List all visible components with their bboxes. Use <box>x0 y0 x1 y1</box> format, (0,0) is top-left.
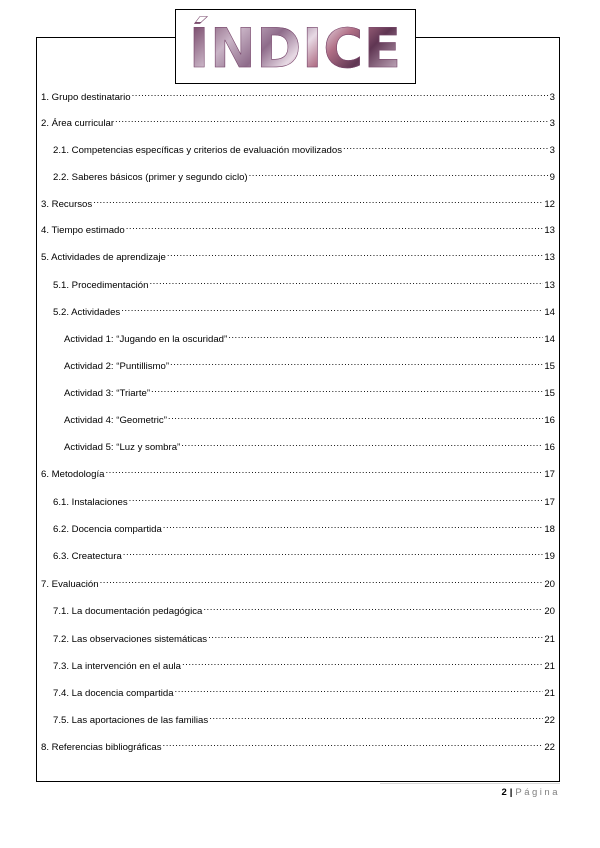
toc-entry[interactable] <box>53 711 555 726</box>
toc-leader-dots <box>209 711 543 723</box>
toc-entry-label: 8. Referencias bibliográficas <box>41 742 162 753</box>
toc-entry-page: 18 <box>544 524 555 535</box>
toc-entry-label: 7.3. La intervención en el aula <box>53 661 182 672</box>
toc-leader-dots <box>129 493 544 505</box>
toc-leader-dots <box>123 547 544 559</box>
footer-rule <box>380 783 560 784</box>
toc-entry-label: Actividad 2: “Puntillismo” <box>64 361 170 372</box>
toc-entry-label: 1. Grupo destinatario <box>41 92 131 103</box>
footer-page-word: Página <box>515 787 560 798</box>
toc-leader-dots <box>168 411 543 423</box>
toc-entry-page: 15 <box>544 361 555 372</box>
toc-entry-page: 12 <box>544 199 555 210</box>
toc-entry-label: 6. Metodología <box>41 469 105 480</box>
page-title: ÍNDICE <box>189 16 402 80</box>
toc-entry-label: Actividad 3: “Triarte” <box>64 388 151 399</box>
toc-entry[interactable] <box>53 276 555 291</box>
toc-entry-page: 14 <box>544 334 555 345</box>
footer-page-number: 2 <box>501 787 507 798</box>
toc-entry-page: 21 <box>544 688 555 699</box>
toc-entry[interactable] <box>41 248 555 263</box>
toc-entry[interactable] <box>64 411 555 426</box>
toc-entry-label: Actividad 5: “Luz y sombra” <box>64 442 181 453</box>
toc-leader-dots <box>167 248 544 260</box>
toc-entry[interactable] <box>53 493 555 508</box>
toc-entry[interactable] <box>53 168 555 183</box>
toc-entry-page: 15 <box>544 388 555 399</box>
toc-entry-label: 2. Área curricular <box>41 118 115 129</box>
toc-leader-dots <box>151 384 543 396</box>
toc-leader-dots <box>93 195 543 207</box>
toc-entry-page: 13 <box>544 225 555 236</box>
toc-leader-dots <box>343 141 549 153</box>
toc-entry-page: 16 <box>544 442 555 453</box>
toc-entry-label: Actividad 1: “Jugando en la oscuridad” <box>64 334 228 345</box>
toc-entry[interactable] <box>53 547 555 562</box>
toc-entry-label: 5. Actividades de aprendizaje <box>41 252 166 263</box>
toc-entry[interactable] <box>41 221 555 236</box>
toc-leader-dots <box>126 221 544 233</box>
toc-leader-dots <box>132 88 549 100</box>
toc-entry[interactable] <box>53 141 555 156</box>
toc-leader-dots <box>170 357 543 369</box>
toc-leader-dots <box>115 114 549 126</box>
toc-entry[interactable] <box>64 384 555 399</box>
toc-entry-label: 7. Evaluación <box>41 579 99 590</box>
toc-entry-label: 7.4. La docencia compartida <box>53 688 174 699</box>
toc-entry-page: 13 <box>544 280 555 291</box>
toc-entry[interactable] <box>41 88 555 103</box>
toc-leader-dots <box>100 575 544 587</box>
toc-leader-dots <box>203 602 543 614</box>
page-footer <box>501 787 560 798</box>
toc-entry-label: Actividad 4: “Geometric” <box>64 415 167 426</box>
toc-entry[interactable] <box>53 520 555 535</box>
toc-entry-page: 20 <box>544 579 555 590</box>
toc-entry-page: 14 <box>544 307 555 318</box>
toc-entry[interactable] <box>53 630 555 645</box>
toc-entry-label: 7.5. Las aportaciones de las familias <box>53 715 209 726</box>
toc-entry-label: 6.2. Docencia compartida <box>53 524 162 535</box>
toc-entry-page: 17 <box>544 469 555 480</box>
toc-entry-page: 9 <box>549 172 555 183</box>
toc-entry[interactable] <box>64 357 555 372</box>
toc-entry[interactable] <box>41 195 555 210</box>
toc-leader-dots <box>121 303 543 315</box>
toc-entry-label: 5.1. Procedimentación <box>53 280 149 291</box>
toc-entry-label: 2.1. Competencias específicas y criterios de evaluación movilizados <box>53 145 343 156</box>
toc-leader-dots <box>105 465 543 477</box>
toc-entry-page: 3 <box>549 92 555 103</box>
toc-leader-dots <box>175 684 544 696</box>
toc-entry-page: 13 <box>544 252 555 263</box>
toc-entry-page: 21 <box>544 661 555 672</box>
toc-entry[interactable] <box>64 330 555 345</box>
toc-entry-label: 4. Tiempo estimado <box>41 225 125 236</box>
toc-entry-label: 6.3. Createctura <box>53 551 122 562</box>
toc-entry[interactable] <box>41 738 555 753</box>
toc-entry-page: 16 <box>544 415 555 426</box>
toc-leader-dots <box>149 276 543 288</box>
toc-entry[interactable] <box>41 114 555 129</box>
toc-leader-dots <box>228 330 543 342</box>
toc-entry-label: 7.2. Las observaciones sistemáticas <box>53 634 208 645</box>
toc-entry-label: 2.2. Saberes básicos (primer y segundo ciclo) <box>53 172 248 183</box>
toc-leader-dots <box>181 438 543 450</box>
toc-leader-dots <box>163 520 544 532</box>
toc-entry[interactable] <box>53 602 555 617</box>
toc-entry-page: 19 <box>544 551 555 562</box>
toc-leader-dots <box>208 630 543 642</box>
toc-entry-label: 5.2. Actividades <box>53 307 121 318</box>
footer-separator: | <box>509 787 513 798</box>
toc-leader-dots <box>182 657 543 669</box>
toc-entry-page: 3 <box>549 145 555 156</box>
toc-entry[interactable] <box>41 575 555 590</box>
toc-entry[interactable] <box>53 684 555 699</box>
toc-entry-label: 3. Recursos <box>41 199 93 210</box>
toc-entry-page: 22 <box>544 715 555 726</box>
toc-entry-label: 7.1. La documentación pedagógica <box>53 606 203 617</box>
toc-entry[interactable] <box>41 465 555 480</box>
toc-entry-page: 22 <box>544 742 555 753</box>
toc-entry[interactable] <box>64 438 555 453</box>
toc-entry[interactable] <box>53 657 555 672</box>
toc-entry[interactable] <box>53 303 555 318</box>
toc-leader-dots <box>163 738 544 750</box>
toc-entry-page: 3 <box>549 118 555 129</box>
toc-entry-page: 17 <box>544 497 555 508</box>
title-box <box>175 9 416 84</box>
toc-entry-page: 20 <box>544 606 555 617</box>
toc-entry-label: 6.1. Instalaciones <box>53 497 128 508</box>
toc-leader-dots <box>249 168 549 180</box>
toc-entry-page: 21 <box>544 634 555 645</box>
